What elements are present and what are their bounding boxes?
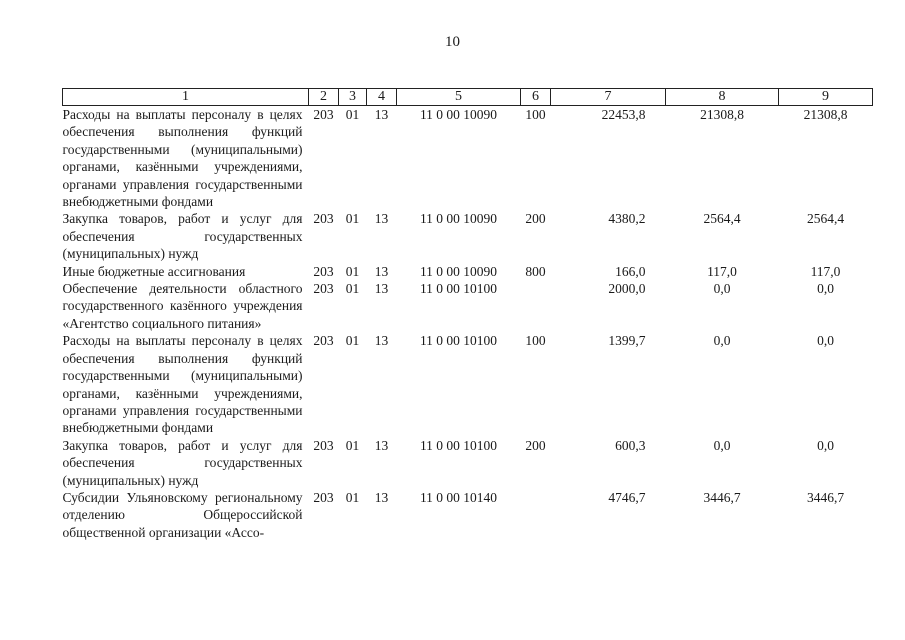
expense-name: Субсидии Ульяновскому региональному отделению Общероссийской общественной организации «Ассо- (62, 489, 303, 540)
expense-name: Иные бюджетные ассигнования (62, 263, 246, 279)
amount-cell: 0,0 (713, 333, 731, 349)
table-row (63, 437, 873, 489)
code-cell: 11 0 00 10100 (419, 437, 498, 453)
amount-cell: 0,0 (713, 437, 731, 453)
amount-cell: 2564,4 (703, 211, 741, 227)
code-cell: 01 (345, 107, 360, 122)
column-header: 7 (551, 89, 666, 106)
column-header: 5 (397, 89, 521, 106)
table-row (63, 106, 873, 211)
amount-cell: 0,0 (817, 333, 834, 349)
amount-cell: 1399,7 (608, 333, 646, 349)
budget-table (62, 88, 873, 541)
code-cell: 13 (374, 281, 389, 297)
amount-cell: 4746,7 (608, 489, 646, 505)
code-cell: 200 (525, 437, 546, 453)
code-cell (521, 280, 551, 332)
column-header: 1 (63, 89, 309, 106)
code-cell: 203 (313, 281, 334, 297)
expense-name: Расходы на выплаты персоналу в целях обеспечения выполнения функций государственными (муниципальными) органами, казёнными учреждениями, органами управления государственными внебюджетными фондами (62, 107, 303, 210)
code-cell: 01 (345, 263, 360, 279)
code-cell: 13 (374, 107, 389, 122)
amount-cell: 4380,2 (608, 211, 646, 227)
column-header: 9 (779, 89, 873, 106)
code-cell: 01 (345, 211, 360, 227)
table-row (63, 263, 873, 280)
amount-cell: 0,0 (713, 281, 731, 297)
code-cell: 01 (345, 281, 360, 297)
amount-cell: 0,0 (817, 281, 834, 297)
table-row (63, 332, 873, 436)
column-header: 6 (521, 89, 551, 106)
amount-cell: 21308,8 (700, 107, 744, 122)
code-cell: 203 (313, 107, 334, 122)
code-cell: 13 (374, 263, 389, 279)
code-cell (521, 489, 551, 541)
amount-cell: 21308,8 (803, 107, 848, 122)
expense-name: Закупка товаров, работ и услуг для обеспечения государственных (муниципальных) нужд (62, 437, 303, 488)
expense-name: Закупка товаров, работ и услуг для обеспечения государственных (муниципальных) нужд (62, 211, 303, 262)
code-cell: 100 (525, 107, 546, 122)
amount-cell: 0,0 (817, 437, 834, 453)
code-cell: 13 (374, 489, 389, 505)
table-row (63, 489, 873, 541)
code-cell: 11 0 00 10100 (419, 281, 498, 297)
code-cell: 800 (525, 263, 546, 279)
amount-cell: 166,0 (615, 263, 646, 279)
code-cell: 203 (313, 333, 334, 349)
amount-cell: 600,3 (615, 437, 646, 453)
table-row (63, 210, 873, 262)
code-cell: 13 (374, 437, 389, 453)
code-cell: 13 (374, 333, 389, 349)
code-cell: 01 (345, 437, 360, 453)
code-cell: 11 0 00 10090 (419, 107, 498, 122)
code-cell: 203 (313, 489, 334, 505)
code-cell: 203 (313, 437, 334, 453)
amount-cell: 2000,0 (608, 281, 646, 297)
amount-cell: 2564,4 (806, 211, 845, 227)
code-cell: 13 (374, 211, 389, 227)
column-header: 4 (367, 89, 397, 106)
table-row (63, 280, 873, 332)
code-cell: 203 (313, 211, 334, 227)
code-cell: 200 (525, 211, 546, 227)
column-header: 8 (666, 89, 779, 106)
amount-cell: 3446,7 (703, 489, 741, 505)
code-cell: 203 (313, 263, 334, 279)
column-header: 3 (339, 89, 367, 106)
code-cell: 11 0 00 10090 (419, 263, 498, 279)
amount-cell: 117,0 (810, 263, 841, 279)
column-header: 2 (309, 89, 339, 106)
code-cell: 100 (525, 333, 546, 349)
code-cell: 11 0 00 10100 (419, 333, 498, 349)
amount-cell: 22453,8 (601, 107, 646, 122)
amount-cell: 3446,7 (806, 489, 845, 505)
amount-cell: 117,0 (707, 263, 737, 279)
code-cell: 11 0 00 10090 (419, 211, 498, 227)
code-cell: 01 (345, 333, 360, 349)
table-header-row (63, 89, 873, 106)
expense-name: Расходы на выплаты персоналу в целях обеспечения выполнения функций государственными (муниципальными) органами, казёнными учреждениями, органами управления государственными внебюджетными фондами (62, 333, 303, 436)
expense-name: Обеспечение деятельности областного государственного казённого учреждения «Агентство социального питания» (62, 281, 303, 331)
code-cell: 01 (345, 489, 360, 505)
code-cell: 11 0 00 10140 (419, 489, 498, 505)
page-number: 10 (445, 34, 460, 50)
